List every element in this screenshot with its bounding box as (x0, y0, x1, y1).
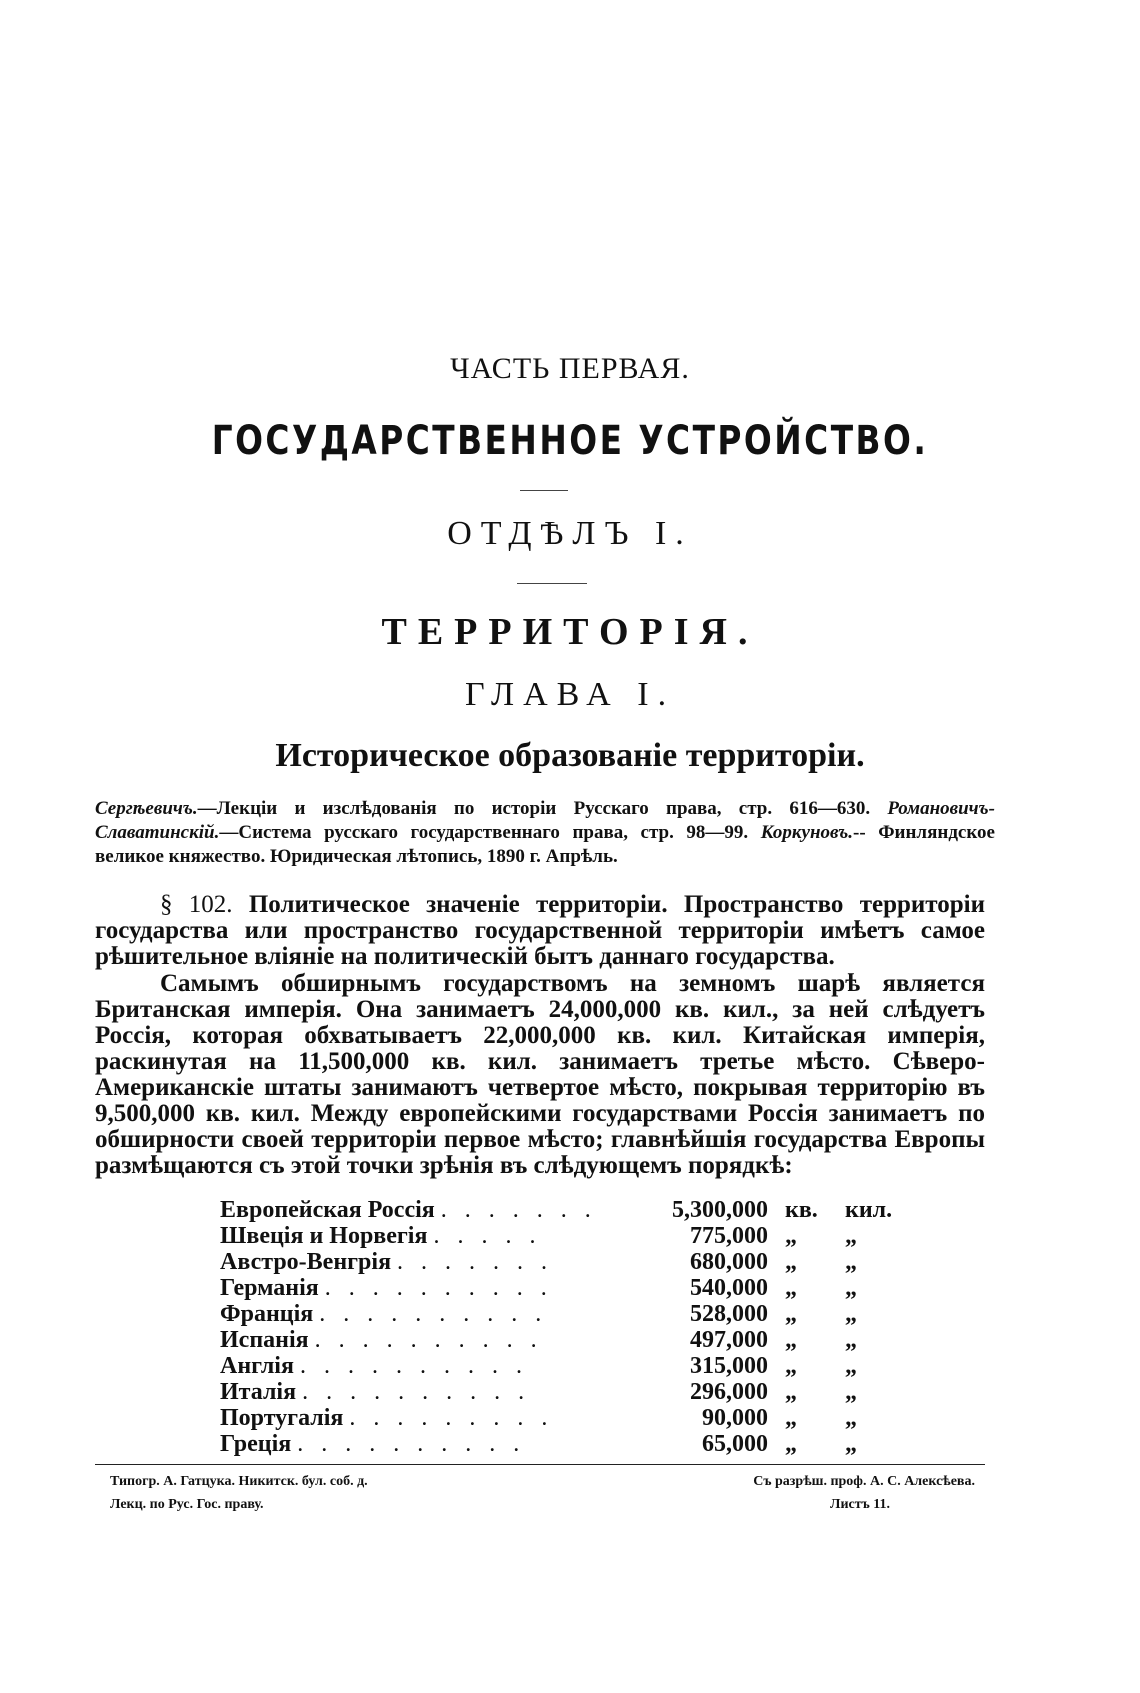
footer-book-title: Лекц. по Рус. Гос. праву. (110, 1497, 264, 1512)
dot-leader: . . . . . . . . . . (302, 1379, 531, 1405)
table-row (220, 1405, 980, 1431)
table-row (220, 1353, 980, 1379)
table-row (220, 1431, 980, 1457)
reference-author: Сергѣевичъ. (95, 798, 198, 819)
dot-leader: . . . . . (433, 1223, 542, 1249)
unit: „ (845, 1431, 857, 1457)
area-value: 540,000 (690, 1275, 768, 1301)
reference-text: —Система русскаго государственнаго права, стр. 98—99. (219, 822, 749, 843)
unit: „ (845, 1301, 857, 1327)
unit: „ (785, 1223, 797, 1249)
area-value: 497,000 (690, 1327, 768, 1353)
dot-leader: . . . . . . . . . (349, 1405, 554, 1431)
unit: „ (845, 1353, 857, 1379)
area-value: 680,000 (690, 1249, 768, 1275)
table-row (220, 1197, 980, 1223)
unit: „ (845, 1223, 857, 1249)
table-row (220, 1301, 980, 1327)
footer-sheet-number: Листъ 11. (830, 1497, 890, 1512)
country-name: Испанiя (220, 1327, 309, 1353)
country-name: Германiя (220, 1275, 319, 1301)
unit: „ (785, 1249, 797, 1275)
area-table (220, 1197, 980, 1457)
country-name: Англiя (220, 1353, 294, 1379)
section-title: ОТДѢЛЪ I. (447, 515, 693, 552)
dot-leader: . . . . . . . . . . (319, 1301, 548, 1327)
unit: кв. (785, 1197, 818, 1223)
paragraph-102 (95, 892, 985, 970)
dot-leader: . . . . . . . . . . (324, 1275, 553, 1301)
country-name: Европейская Россiя (220, 1197, 435, 1223)
country-name: Грецiя (220, 1431, 292, 1457)
area-value: 5,300,000 (672, 1197, 768, 1223)
area-value: 775,000 (690, 1223, 768, 1249)
unit: „ (845, 1327, 857, 1353)
unit: „ (785, 1405, 797, 1431)
reference-text: —Лекцiи и изслѣдованiя по исторiи Русскаго права, стр. 616—630. (197, 798, 871, 819)
unit: кил. (845, 1197, 893, 1223)
country-name: Швецiя и Норвегiя (220, 1223, 428, 1249)
divider (520, 490, 568, 491)
chapter-name: Историческое образованiе территорiи. (275, 737, 865, 774)
dot-leader: . . . . . . . (440, 1197, 597, 1223)
unit: „ (785, 1301, 797, 1327)
unit: „ (845, 1379, 857, 1405)
dot-leader: . . . . . . . (397, 1249, 554, 1275)
country-name: Францiя (220, 1301, 314, 1327)
table-row (220, 1249, 980, 1275)
unit: „ (785, 1353, 797, 1379)
unit: „ (845, 1249, 857, 1275)
paragraph-text: Пространство территорiи государства или пространство государственной территорiи имѣетъ самое рѣшительное влiянiе на политическiй бытъ даннаго государства. (95, 891, 986, 970)
unit: „ (785, 1327, 797, 1353)
table-row (220, 1327, 980, 1353)
area-value: 90,000 (702, 1405, 768, 1431)
unit: „ (785, 1275, 797, 1301)
reference-text: -- Финляндское великое княжество. Юридическая лѣтопись, 1890 г. Апрѣль. (95, 822, 995, 867)
chapter-title: ГЛАВА I. (464, 676, 676, 713)
table-row (220, 1275, 980, 1301)
part-title: ЧАСТЬ ПЕРВАЯ. (450, 352, 690, 385)
footer-permission: Съ разрѣш. проф. А. С. Алексѣева. (753, 1474, 975, 1489)
paragraph-number: § 102. (160, 891, 233, 918)
unit: „ (785, 1379, 797, 1405)
reference-author: Коркуновъ. (760, 822, 853, 843)
reference-author: Романовичъ-Славатинскiй. (95, 798, 995, 843)
dot-leader: . . . . . . . . . . (299, 1353, 528, 1379)
paragraph-body: Самымъ обширнымъ государствомъ на земномъ шарѣ является Британская имперiя. Она занимаетъ 24,000,000 кв. кил., за ней слѣдуетъ Россiя, которая обхватываетъ 22,000,000 кв. кил. Китайская имперiя, раскинутая на 11,500,000 кв. кил. занимаетъ третье мѣсто. Сѣверо-Американскiе штаты занимаютъ четвертое мѣсто, покрывая территорiю въ 9,500,000 кв. кил. Между европейскими государствами Россiя занимаетъ по обширности своей территорiи первое мѣсто; главнѣйшiя государства Европы размѣщаются съ этой точки зрѣнiя въ слѣдующемъ порядкѣ: (95, 970, 985, 1179)
divider (517, 583, 587, 584)
footer-divider (95, 1464, 985, 1465)
country-name: Италiя (220, 1379, 297, 1405)
unit: „ (785, 1431, 797, 1457)
footer-printer: Типогр. А. Гатцука. Никитск. бул. соб. д. (110, 1474, 368, 1489)
dot-leader: . . . . . . . . . . (297, 1431, 526, 1457)
dot-leader: . . . . . . . . . . (314, 1327, 543, 1353)
table-row (220, 1379, 980, 1405)
area-value: 296,000 (690, 1379, 768, 1405)
country-name: Австро-Венгрiя (220, 1249, 392, 1275)
unit: „ (845, 1275, 857, 1301)
table-row (220, 1223, 980, 1249)
paragraph-heading: Политическое значенiе территорiи. (248, 891, 668, 918)
area-value: 528,000 (690, 1301, 768, 1327)
main-title: ГОСУДАРСТВЕННОЕ УСТРОЙСТВО. (211, 418, 929, 464)
references (95, 797, 995, 869)
area-value: 315,000 (690, 1353, 768, 1379)
area-value: 65,000 (702, 1431, 768, 1457)
country-name: Португалiя (220, 1405, 344, 1431)
subsection-title: ТЕРРИТОРIЯ. (381, 611, 759, 653)
unit: „ (845, 1405, 857, 1431)
